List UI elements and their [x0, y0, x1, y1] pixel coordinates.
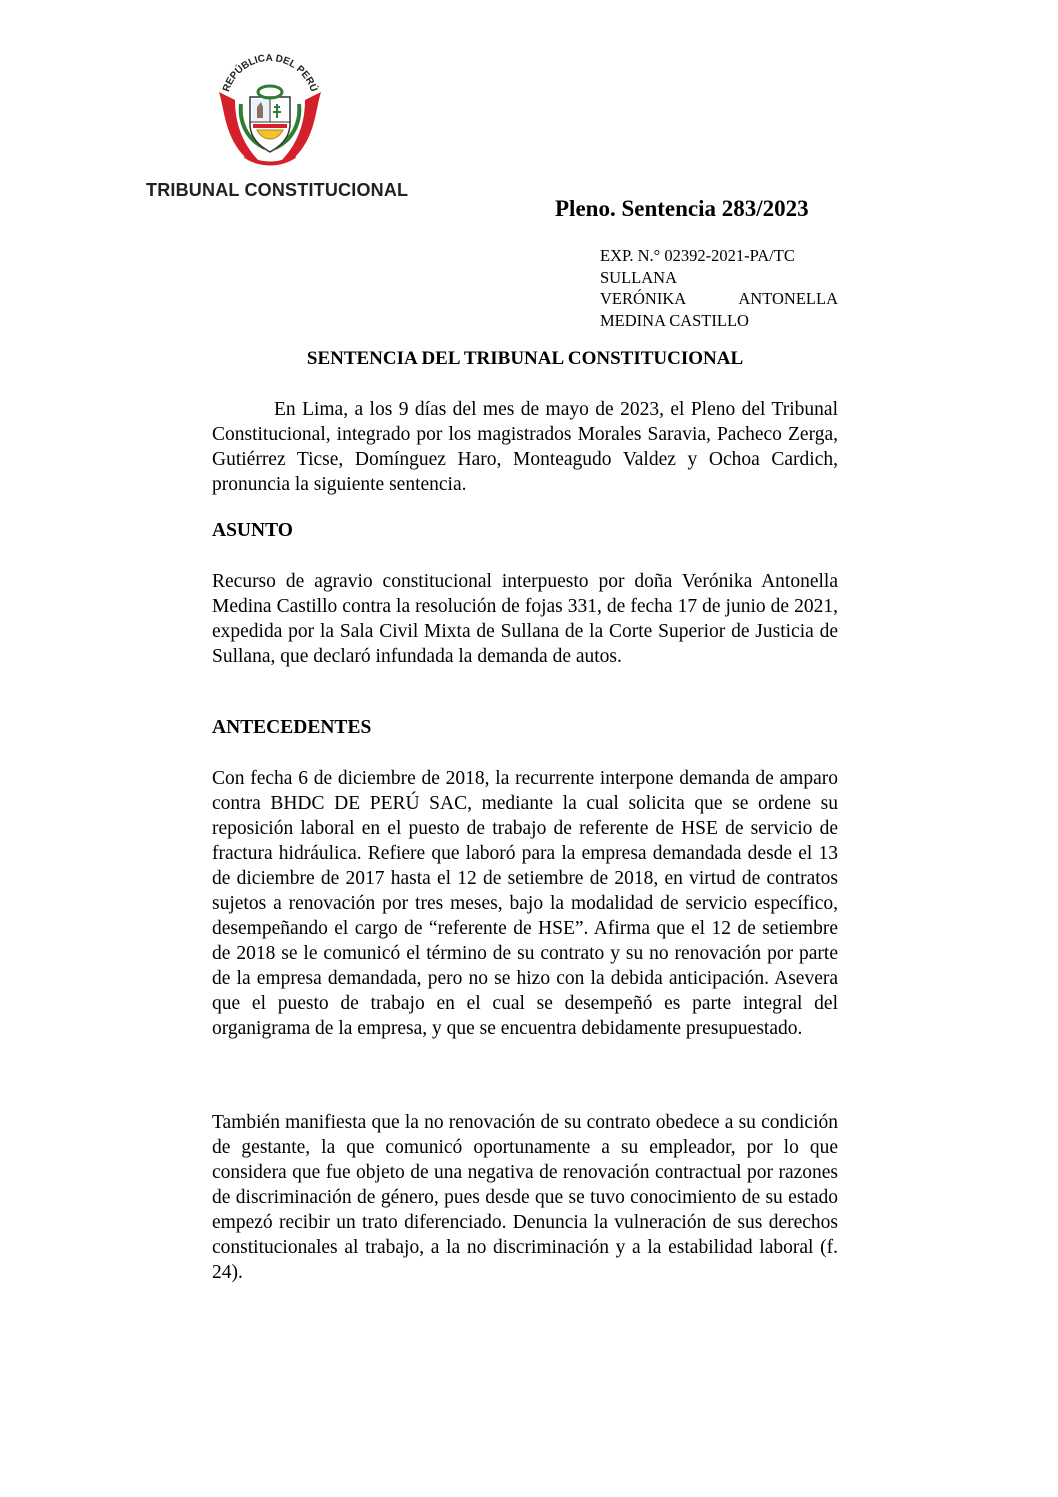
- case-party-line: [600, 288, 838, 310]
- case-party-second-name: ANTONELLA: [738, 289, 838, 308]
- coat-of-arms-logo: [205, 52, 335, 176]
- pleno-sentencia-title: Pleno. Sentencia 283/2023: [555, 196, 809, 221]
- antecedentes-paragraph-2: También manifiesta que la no renovación de su contrato obedece a su condición de gestante, la que comunicó oportunamente a su empleador, por lo que considera que fue objeto de una negativa de renovación contractual por razones de discriminación de género, pues desde que se tuvo conocimiento de su estado empezó recibir un trato diferenciado. Denuncia la vulneración de sus derechos constitucionales al trabajo, a la no discriminación y a la estabilidad laboral (f. 24).: [212, 1112, 838, 1283]
- seal-text: REPÚBLICA DEL PERÚ: [220, 52, 320, 94]
- asunto-heading: ASUNTO: [212, 520, 293, 541]
- case-party-surname: MEDINA CASTILLO: [600, 310, 749, 330]
- antecedentes-paragraph-1: Con fecha 6 de diciembre de 2018, la recurrente interpone demanda de amparo contra BHDC DE PERÚ SAC, mediante la cual solicita que se ordene su reposición laboral en el puesto de trabajo de referente de HSE de servicio de fractura hidráulica. Refiere que laboró para la empresa demandada desde el 13 de diciembre de 2017 hasta el 12 de setiembre de 2018, en virtud de contratos sujetos a renovación por tres meses, bajo la modalidad de servicio específico, desempeñando el cargo de “referente de HSE”. Afirma que el 12 de setiembre de 2018 se le comunicó el término de su contrato y su no renovación por parte de la empresa demandada, pero no se hizo con la debida anticipación. Asevera que el puesto de trabajo en el cual se desempeñó es parte integral del organigrama de la empresa, y que se encuentra debidamente presupuestado.: [212, 768, 838, 1039]
- document-title: SENTENCIA DEL TRIBUNAL CONSTITUCIONAL: [306, 348, 744, 369]
- case-party-first-name: VERÓNIKA: [600, 289, 687, 308]
- case-file-block: [600, 245, 838, 331]
- case-place: SULLANA: [600, 267, 677, 287]
- case-number: EXP. N.° 02392-2021-PA/TC: [600, 246, 795, 265]
- institution-name: TRIBUNAL CONSTITUCIONAL: [146, 180, 409, 200]
- antecedentes-heading: ANTECEDENTES: [212, 717, 372, 738]
- intro-paragraph: En Lima, a los 9 días del mes de mayo de 2023, el Pleno del Tribunal Constitucional, integrado por los magistrados Morales Saravia, Pacheco Zerga, Gutiérrez Ticse, Domínguez Haro, Monteagudo Valdez y Ochoa Cardich, pronuncia la siguiente sentencia.: [212, 399, 838, 495]
- peru-seal-icon: [205, 52, 335, 176]
- asunto-paragraph: Recurso de agravio constitucional interpuesto por doña Verónika Antonella Medina Castillo contra la resolución de fojas 331, de fecha 17 de junio de 2021, expedida por la Sala Civil Mixta de Sullana de la Corte Superior de Justicia de Sullana, que declaró infundada la demanda de autos.: [212, 571, 838, 667]
